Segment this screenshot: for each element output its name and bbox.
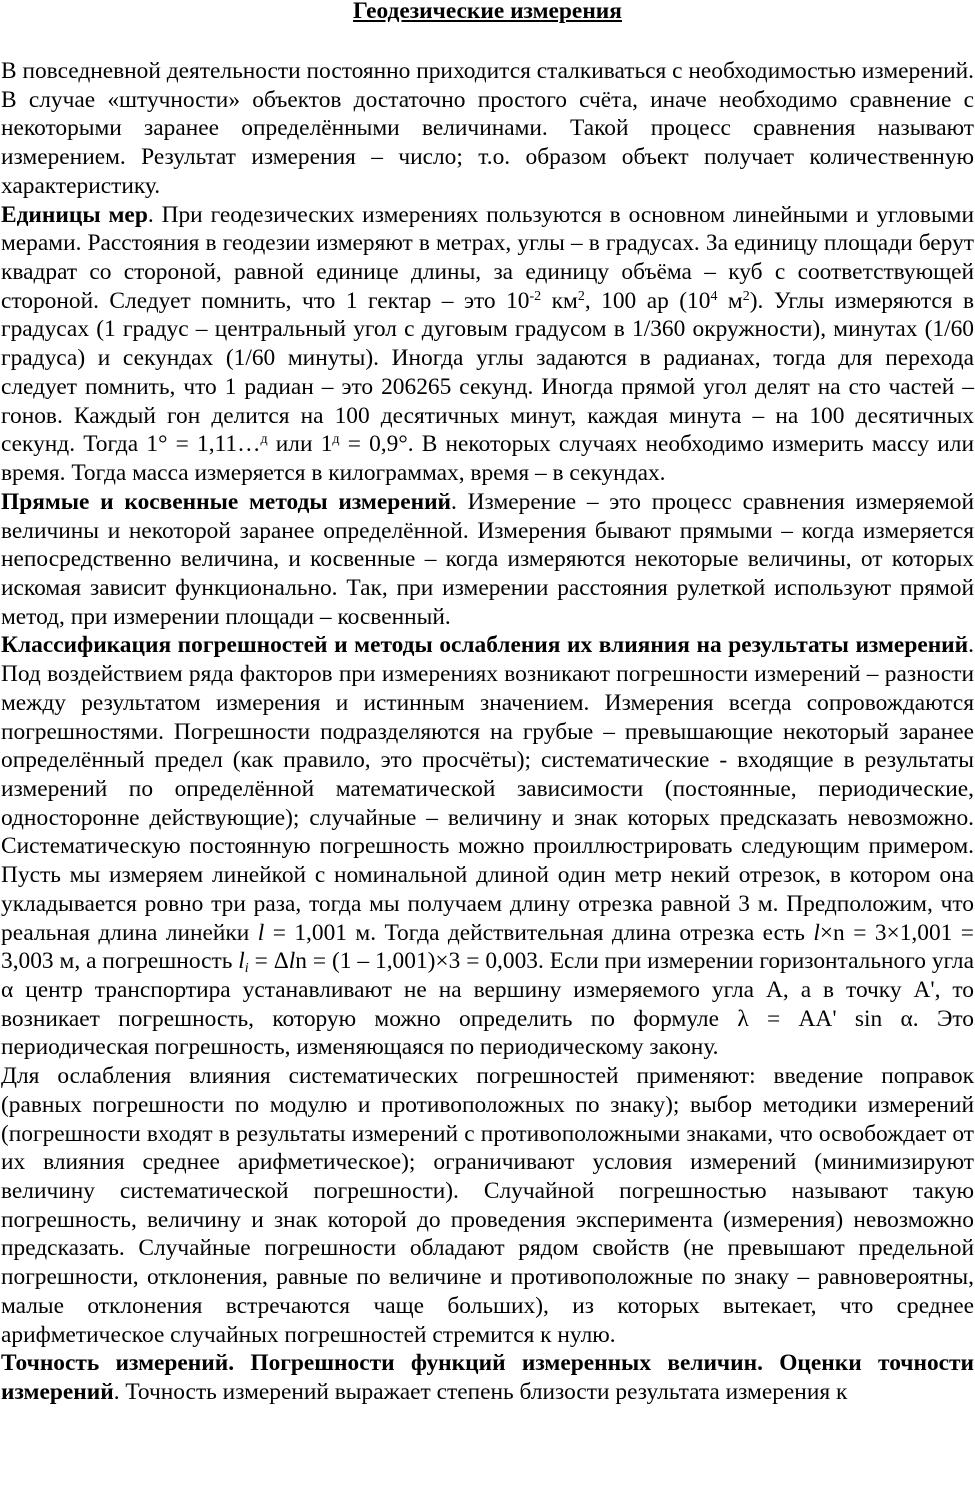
accuracy-heading: Точность измерений. Погрешности функций измеренных величин. Оценки точности измерений	[1, 1350, 974, 1406]
methods-paragraph: Прямые и косвенные методы измерений. Измерение – это процесс сравнения измеряемой величины и некоторой заранее определённой. Измерения бывают прямыми – когда измеряется непосредственно величина, и косвенные – когда измеряются некоторые величины, от которых искомая зависит функционально. Так, при измерении расстояния рулеткой используют прямой метод, при измерении площади – косвенный.	[1, 488, 974, 630]
errors-paragraph: Классификация погрешностей и методы ослабления их влияния на результаты измерений. Под воздействием ряда факторов при измерениях возникают погрешности измерений – разности между результатом измерения и истинным значением. Измерения всегда сопровождаются погрешностями. Погрешности подразделяются на грубые – превышающие некоторый заранее определённый предел (как правило, это просчёты); систематические - входящие в результаты измерений по определённой математической зависимости (постоянные, периодические, односторонне действующие); случайные – величину и знак которых предсказать невозможно. Систематическую постоянную погрешность можно проиллюстрировать следующим примером. Пусть мы измеряем линейкой с номинальной длиной один метр некий отрезок, в котором она укладывается ровно три раза, тогда мы получаем длину отрезка равной 3 м. Предположим, что реальная длина линейки l = 1,001 м. Тогда действительная длина отрезка есть l×n = 3×1,001 = 3,003 м, а погрешность $l_i = \Delta\ln = (1 - 1,001)\times 3 = 0,003$. Если при измерении горизонтального угла α центр транспортира устанавливают не на вершину измеряемого угла А, а в точку А', то возникает погрешность, которую можно определить по формуле λ = АА' sin α. Это периодическая погрешность, изменяющаяся по периодическому закону.	[1, 632, 974, 1061]
intro-paragraph: В повседневной деятельности постоянно приходится сталкиваться с необходимостью измерений. В случае «штучности» объектов достаточно простого счёта, иначе необходимо сравнение с некоторыми заранее определёнными величинами. Такой процесс сравнения называют измерением. Результат измерения – число; т.о. образом объект получает количественную характеристику.	[1, 58, 974, 199]
errors-heading: Классификация погрешностей и методы ослабления их влияния на результаты измерений	[1, 632, 969, 659]
units-paragraph: Единицы мер. При геодезических измерениях пользуются в основном линейными и угловыми мерами. Расстояния в геодезии измеряют в метрах, углы – в градусах. За единицу площади берут квадрат со стороной, равной единице длины, за единицу объёма – куб с соответствующей стороной. Следует помнить, что 1 гектар – это $10^{-2}$ $км^2$, 100 ар ($10^4$ $м^2$). Углы измеряются в градусах (1 градус – центральный угол с дуговым градусом в 1/360 окружности), минутах (1/60 градуса) и секундах (1/60 минуты). Иногда углы задаются в радианах, тогда для перехода следует помнить, что 1 радиан – это 206265 секунд. Иногда прямой угол делят на сто частей – гонов. Каждый гон делится на 100 десятичных минут, каждая минута – на 100 десятичных секунд. Тогда 1° = 1,11…$^д$ или $1^д = 0,9^\circ$. В некоторых случаях необходимо измерить массу или время. Тогда масса измеряется в килограммах, время – в секундах.	[1, 201, 975, 487]
weaken-paragraph: Для ослабления влияния систематических погрешностей применяют: введение поправок (равных погрешности по модулю и противоположных по знаку); выбор методики измерений (погрешности входят в результаты измерений с противоположными знаками, что освобождает от их влияния среднее арифметическое); ограничивают условия измерений (минимизируют величину систематической погрешности). Случайной погрешностью называют такую погрешность, величину и знак которой до проведения эксперимента (измерения) невозможно предсказать. Случайные погрешности обладают рядом свойств (не превышают предельной погрешности, отклонения, равные по величине и противоположные по знаку – равновероятны, малые отклонения встречаются чаще больших), из которых вытекает, что среднее арифметическое случайных погрешностей стремится к нулю.	[1, 1063, 974, 1348]
title-spacer	[1, 22, 974, 57]
page-title: Геодезические измерения	[353, 0, 622, 24]
methods-heading: Прямые и косвенные методы измерений	[1, 488, 452, 515]
units-heading: Единицы мер	[1, 201, 148, 228]
accuracy-paragraph: Точность измерений. Погрешности функций измеренных величин. Оценки точности измерений. Точность измерений выражает степень близости результата измерения к	[1, 1350, 974, 1406]
